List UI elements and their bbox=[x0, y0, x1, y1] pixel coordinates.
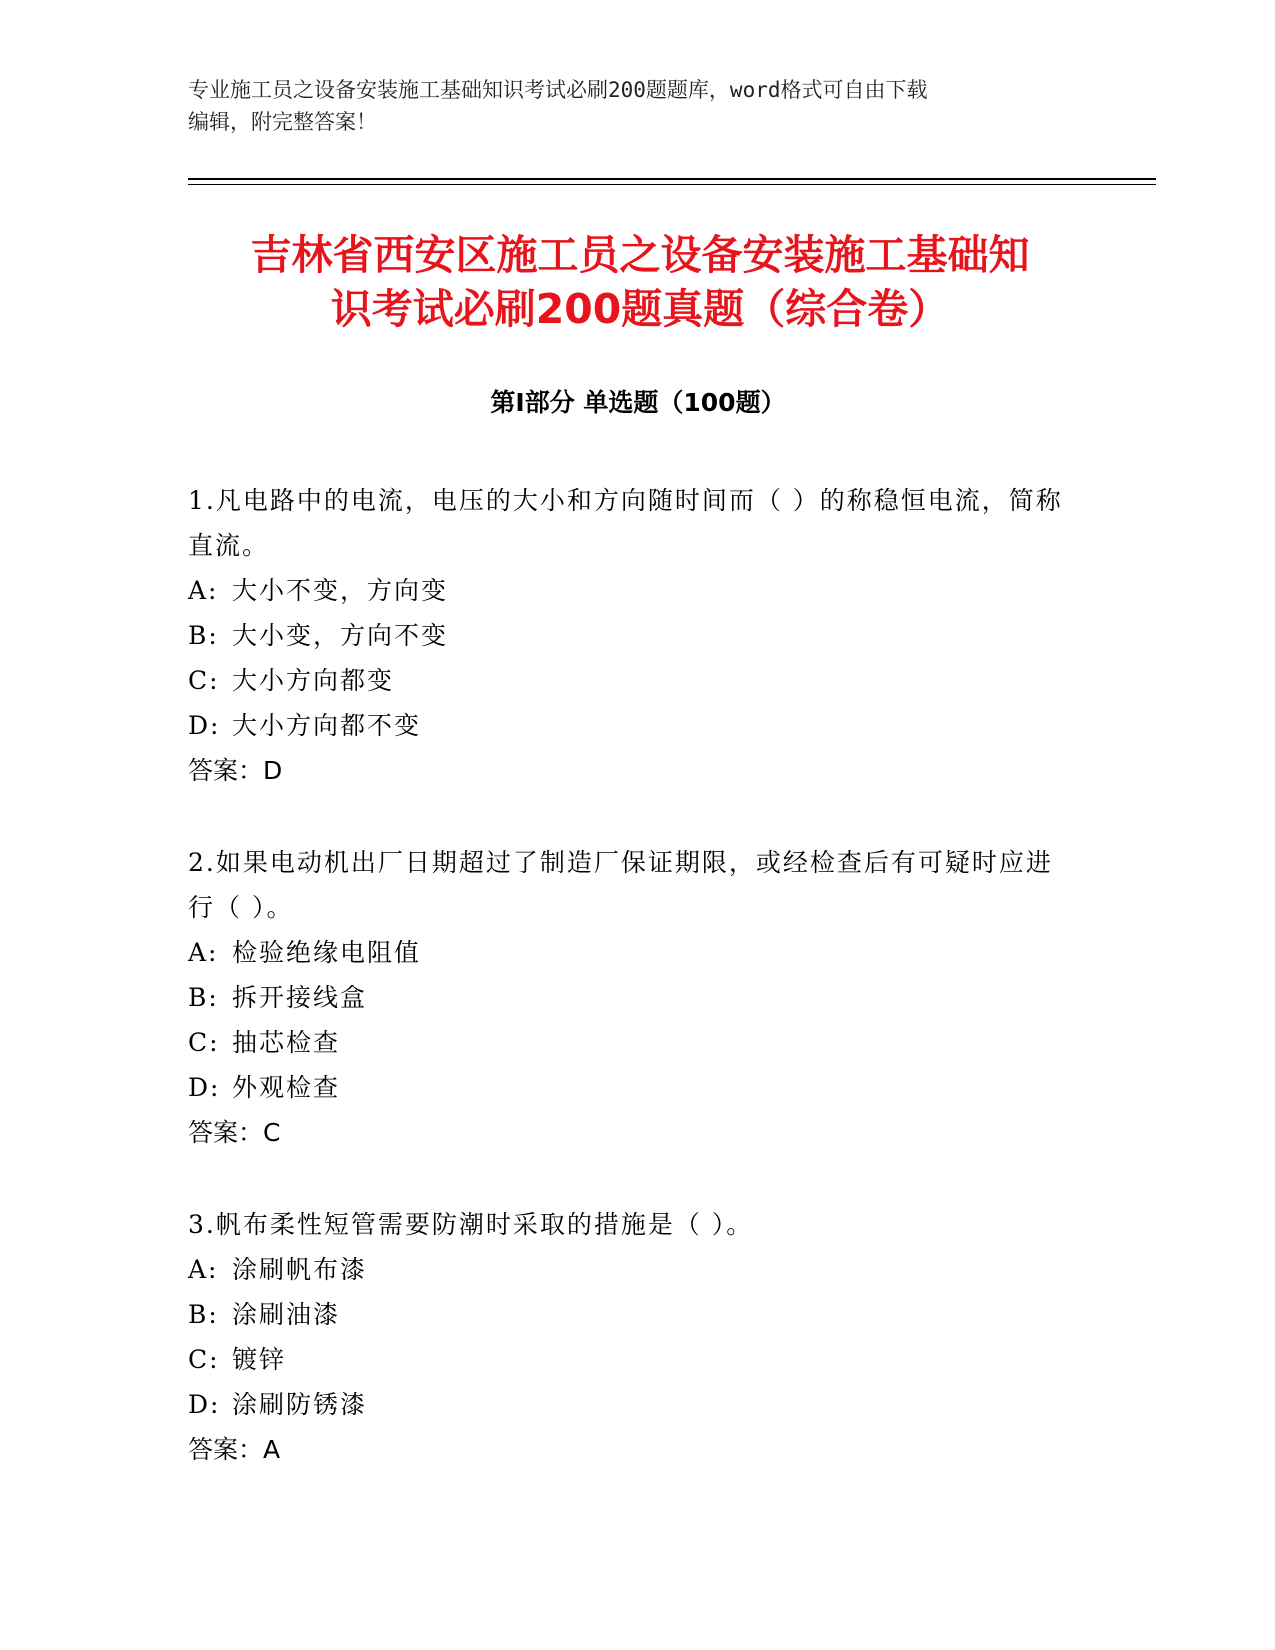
question-stem: 2.如果电动机出厂日期超过了制造厂保证期限，或经检查后有可疑时应进行（ ）。 bbox=[188, 848, 1053, 922]
question-item bbox=[188, 478, 1068, 793]
option-text: 拆开接线盒 bbox=[232, 983, 368, 1012]
option-key: C: bbox=[188, 1028, 220, 1057]
option-key: C: bbox=[188, 666, 220, 695]
option-d bbox=[188, 1382, 1068, 1427]
option-text: 大小方向都变 bbox=[232, 666, 395, 695]
header-note bbox=[188, 74, 1068, 138]
option-text: 大小方向都不变 bbox=[232, 711, 422, 740]
option-a bbox=[188, 568, 1068, 613]
option-text: 抽芯检查 bbox=[232, 1028, 341, 1057]
question-list bbox=[188, 478, 1068, 1519]
option-text: 涂刷防锈漆 bbox=[232, 1390, 368, 1419]
option-d bbox=[188, 1065, 1068, 1110]
option-key: B: bbox=[188, 621, 219, 650]
question-stem: 1.凡电路中的电流，电压的大小和方向随时间而（ ）的称稳恒电流，简称直流。 bbox=[188, 486, 1063, 560]
answer-line: 答案：C bbox=[188, 1118, 281, 1147]
header-rule-thick bbox=[188, 178, 1156, 180]
option-key: A: bbox=[188, 938, 219, 967]
option-a bbox=[188, 1247, 1068, 1292]
option-a bbox=[188, 930, 1068, 975]
option-text: 外观检查 bbox=[232, 1073, 341, 1102]
option-key: D: bbox=[188, 1390, 221, 1419]
option-key: B: bbox=[188, 983, 219, 1012]
option-b bbox=[188, 613, 1068, 658]
option-text: 镀锌 bbox=[232, 1345, 287, 1374]
option-key: B: bbox=[188, 1300, 219, 1329]
option-text: 大小不变，方向变 bbox=[232, 576, 449, 605]
option-key: C: bbox=[188, 1345, 220, 1374]
document-title bbox=[150, 228, 1130, 336]
header-note-line-1: 专业施工员之设备安装施工基础知识考试必刷200题题库，word格式可自由下载 bbox=[188, 78, 928, 102]
document-title-line-1: 吉林省西安区施工员之设备安装施工基础知 bbox=[250, 231, 1030, 279]
question-item bbox=[188, 840, 1068, 1155]
option-key: A: bbox=[188, 1255, 219, 1284]
question-item bbox=[188, 1202, 1068, 1472]
option-text: 涂刷油漆 bbox=[232, 1300, 341, 1329]
header-note-line-2: 编辑，附完整答案！ bbox=[188, 110, 377, 134]
option-b bbox=[188, 1292, 1068, 1337]
answer-line: 答案：A bbox=[188, 1435, 281, 1464]
option-text: 涂刷帆布漆 bbox=[232, 1255, 368, 1284]
question-stem: 3.帆布柔性短管需要防潮时采取的措施是（ ）。 bbox=[188, 1210, 754, 1239]
option-c bbox=[188, 1337, 1068, 1382]
option-key: D: bbox=[188, 1073, 221, 1102]
section-title: 第Ⅰ部分 单选题（100题） bbox=[490, 388, 786, 417]
option-d bbox=[188, 703, 1068, 748]
option-c bbox=[188, 1020, 1068, 1065]
option-key: A: bbox=[188, 576, 219, 605]
option-text: 检验绝缘电阻值 bbox=[232, 938, 422, 967]
option-key: D: bbox=[188, 711, 221, 740]
document-title-line-2: 识考试必刷200题真题（综合卷） bbox=[330, 285, 950, 333]
option-b bbox=[188, 975, 1068, 1020]
option-c bbox=[188, 658, 1068, 703]
header-rule-thin bbox=[188, 184, 1156, 185]
answer-line: 答案：D bbox=[188, 756, 283, 785]
option-text: 大小变，方向不变 bbox=[232, 621, 449, 650]
